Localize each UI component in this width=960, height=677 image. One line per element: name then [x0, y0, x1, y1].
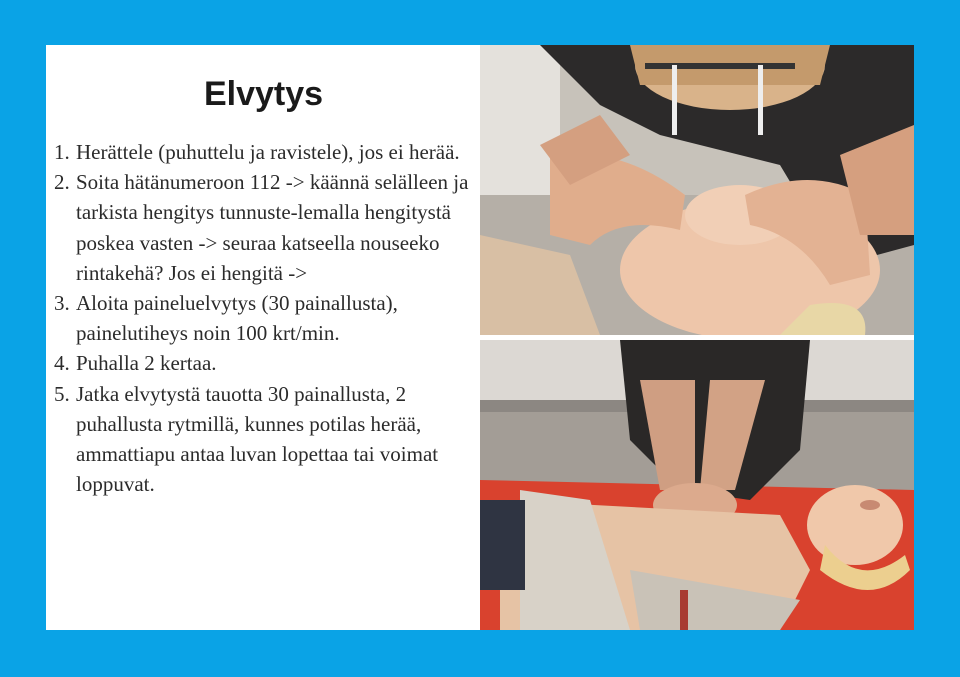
list-item — [54, 288, 479, 348]
instruction-card — [46, 45, 914, 630]
list-item — [54, 348, 479, 378]
chest-compressions-photo — [480, 340, 914, 630]
steps-list — [54, 137, 479, 499]
step-number: 5. — [54, 381, 70, 406]
step-text: Herättele (puhuttelu ja ravistele), jos ei herää. — [76, 140, 460, 164]
step-number: 2. — [54, 170, 70, 195]
step-number: 4. — [54, 351, 70, 376]
page-title: Elvytys — [203, 75, 324, 113]
step-text: Soita hätänumeroon 112 -> käännä selälleen ja tarkista hengitys tunnuste-lemalla hengitystä poskea vasten -> seuraa katseella nouseeko rintakehä? Jos ei hengitä -> — [76, 170, 469, 285]
rescue-breathing-photo — [480, 45, 914, 335]
list-item — [54, 167, 479, 288]
step-text: Puhalla 2 kertaa. — [76, 351, 217, 376]
step-text: Jatka elvytystä tauotta 30 painallusta, 2 puhallusta rytmillä, kunnes potilas herää, ammattiapu antaa luvan lopettaa tai voimat loppuvat. — [76, 381, 439, 497]
step-number: 1. — [54, 140, 70, 164]
list-item — [54, 379, 479, 500]
step-number: 3. — [54, 291, 70, 316]
step-text: Aloita paineluelvytys (30 painallusta), painelutiheys noin 100 krt/min. — [76, 291, 398, 346]
list-item — [54, 137, 479, 167]
